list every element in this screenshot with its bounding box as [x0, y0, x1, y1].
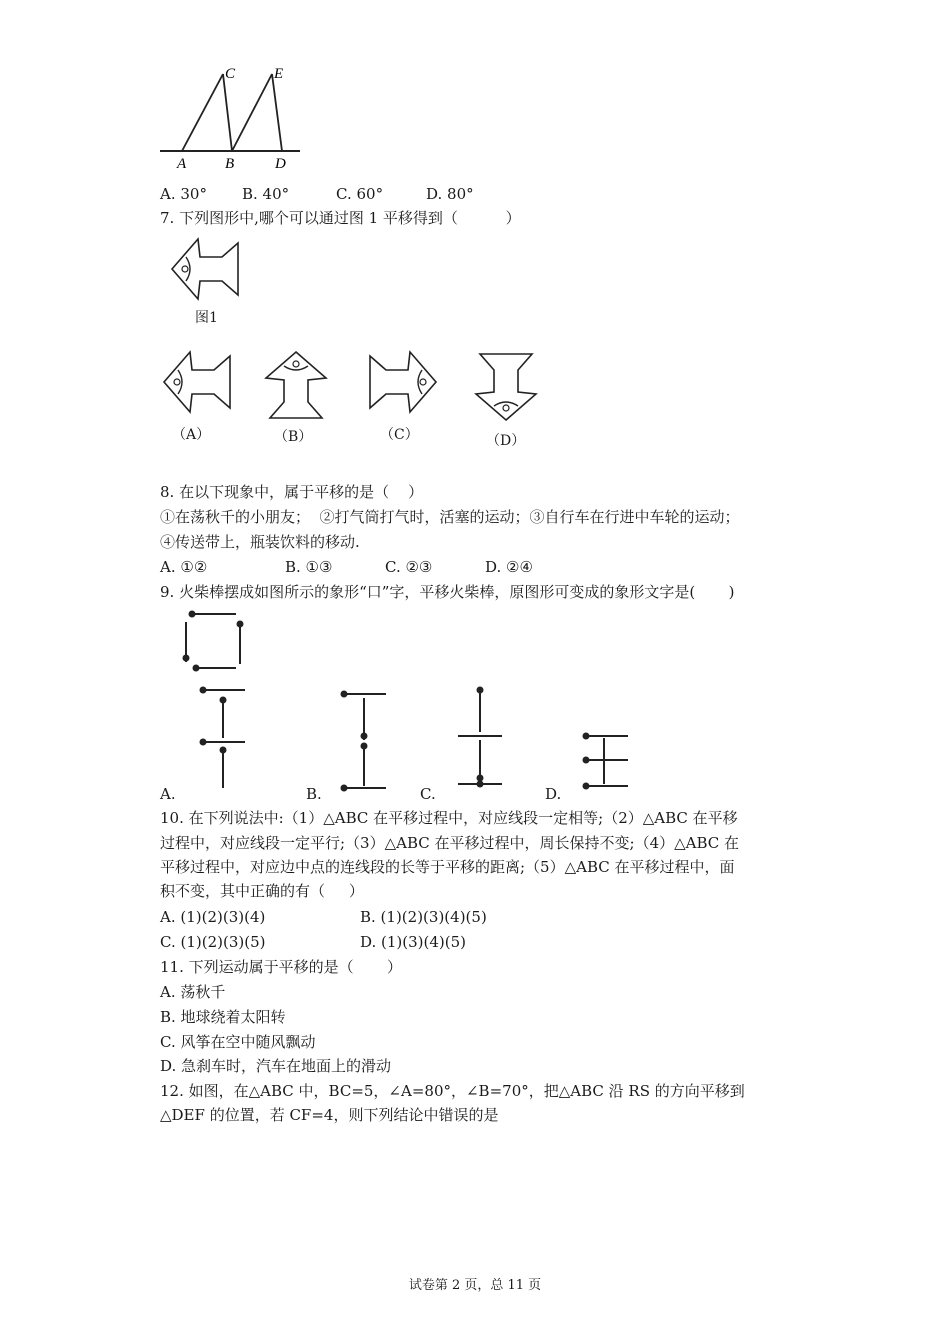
q9-option-d-label: D.	[545, 785, 562, 803]
label-C: C	[225, 66, 236, 82]
q8-option-b: B. ①③	[285, 558, 333, 576]
q7-option-c-shape	[366, 348, 438, 416]
q12-line1: 12. 如图，在△ABC 中，BC=5，∠A=80°，∠B=70°，把△ABC 沿 RS 的方向平移到	[160, 1082, 745, 1100]
q8-line1: ①在荡秋千的小朋友； ②打气筒打气时，活塞的运动；③自行车在行进中车轮的运动；	[160, 508, 740, 526]
q6-option-c: C. 60°	[336, 185, 384, 203]
segment-ED	[272, 74, 282, 151]
q9-option-a-figure	[195, 682, 251, 790]
segment-BE	[232, 74, 272, 151]
q8-option-d: D. ②④	[485, 558, 533, 576]
segment-CB	[223, 74, 232, 151]
q10-line3: 平移过程中，对应边中点的连线段的长等于平移的距离;（5）△ABC 在平移过程中，面	[160, 858, 735, 876]
q9-option-c-figure	[454, 684, 510, 792]
q7-stem: 7. 下列图形中,哪个可以通过图 1 平移得到（ ）	[160, 209, 521, 227]
q7-option-a-label: （A）	[172, 427, 211, 443]
q10-option-b: B. (1)(2)(3)(4)(5)	[360, 908, 487, 926]
q10-option-c: C. (1)(2)(3)(5)	[160, 933, 266, 951]
q9-stem: 9. 火柴棒摆成如图所示的象形“口”字，平移火柴棒，原图形可变成的象形文字是( )	[160, 583, 735, 601]
q11-option-c: C. 风筝在空中随风飘动	[160, 1033, 316, 1051]
q9-option-b-label: B.	[306, 785, 322, 803]
label-D: D	[275, 156, 286, 172]
q6-triangle-figure	[155, 62, 305, 172]
q9-kou-matchsticks	[180, 610, 246, 672]
q9-option-d-figure	[578, 728, 634, 792]
q7-figure1-fish	[170, 235, 242, 303]
q6-option-d: D. 80°	[426, 185, 474, 203]
q6-option-b: B. 40°	[242, 185, 290, 203]
q9-option-b-figure	[336, 688, 392, 794]
q8-option-a: A. ①②	[160, 558, 208, 576]
q10-line1: 10. 在下列说法中:（1）△ABC 在平移过程中，对应线段一定相等;（2）△ABC 在平移	[160, 809, 738, 827]
label-A: A	[177, 156, 187, 172]
q10-option-d: D. (1)(3)(4)(5)	[360, 933, 467, 951]
q10-line4: 积不变，其中正确的有（ ）	[160, 882, 364, 900]
q8-option-c: C. ②③	[385, 558, 433, 576]
q7-figure1-caption: 图1	[195, 310, 218, 326]
q7-option-b-shape	[260, 350, 332, 420]
q11-option-d: D. 急刹车时，汽车在地面上的滑动	[160, 1057, 392, 1075]
q7-option-c-label: （C）	[380, 427, 419, 443]
q10-line2: 过程中，对应线段一定平行;（3）△ABC 在平移过程中，周长保持不变;（4）△ABC 在	[160, 834, 740, 852]
q11-option-b: B. 地球绕着太阳转	[160, 1008, 286, 1026]
label-E: E	[274, 66, 284, 82]
q11-stem: 11. 下列运动属于平移的是（ ）	[160, 958, 403, 976]
q9-option-a-label: A.	[160, 785, 176, 803]
q10-option-a: A. (1)(2)(3)(4)	[160, 908, 266, 926]
label-B: B	[225, 156, 235, 172]
q8-line2: ④传送带上，瓶装饮料的移动.	[160, 533, 360, 551]
q7-option-d-label: （D）	[486, 433, 526, 449]
q8-stem: 8. 在以下现象中，属于平移的是（ ）	[160, 483, 424, 501]
segment-AC	[182, 74, 223, 151]
q7-option-d-shape	[470, 352, 542, 422]
q7-option-b-label: （B）	[274, 429, 313, 445]
q11-option-a: A. 荡秋千	[160, 983, 226, 1001]
q9-option-c-label: C.	[420, 785, 436, 803]
page-footer: 试卷第 2 页，总 11 页	[408, 1278, 542, 1293]
q7-option-a-shape	[162, 348, 234, 416]
q6-option-a: A. 30°	[160, 185, 207, 203]
q12-line2: △DEF 的位置，若 CF=4，则下列结论中错误的是	[160, 1106, 499, 1124]
